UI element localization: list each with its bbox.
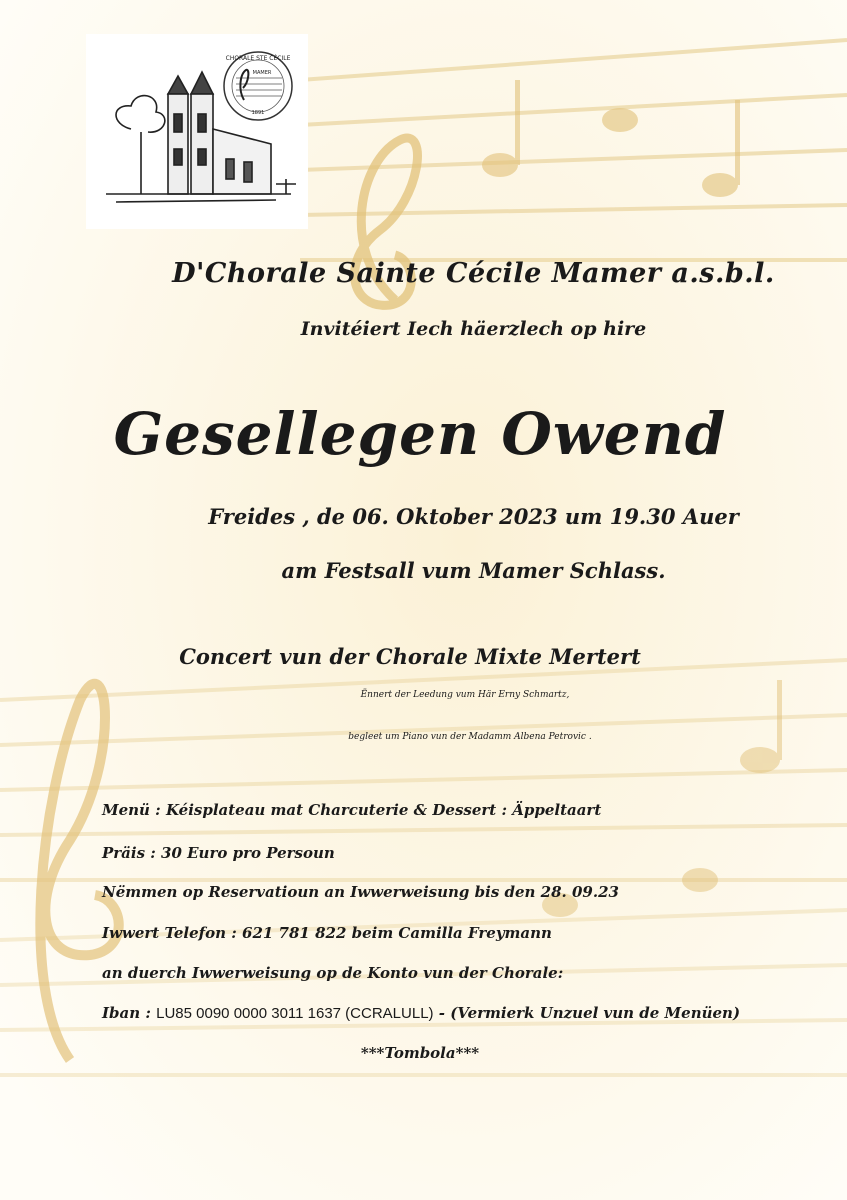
iban-label: Iban : (102, 1004, 151, 1022)
organization-name: D'Chorale Sainte Cécile Mamer a.s.b.l. (172, 258, 775, 289)
svg-text:CHORALE STE CÉCILE: CHORALE STE CÉCILE (225, 55, 291, 62)
choir-seal-icon (224, 52, 292, 120)
reservation-line: Nëmmen op Reservatioun an Iwwerweisung bis den 28. 09.23 (102, 883, 619, 901)
piano-accompaniment-line: begleet um Piano vun der Madamm Albena Petrovic . (348, 732, 592, 742)
event-venue: am Festsall vum Mamer Schlass. (281, 558, 666, 583)
tombola-note: ***Tombola*** (360, 1044, 480, 1062)
svg-text:1891: 1891 (251, 110, 265, 116)
iban-line (102, 1004, 740, 1022)
iban-note: - (Vermierk Unzuel vun de Menüen) (438, 1004, 741, 1022)
svg-text:MAMER: MAMER (252, 70, 272, 76)
concert-line: Concert vun der Chorale Mixte Mertert (179, 644, 641, 669)
event-date: Freides , de 06. Oktober 2023 um 19.30 Auer (208, 504, 739, 529)
conductor-line: Ënnert der Leedung vum Här Erny Schmartz, (360, 690, 570, 700)
price-line: Präis : 30 Euro pro Persoun (102, 844, 335, 862)
invitation-text: Invitéiert Iech häerzlech op hire (300, 318, 647, 340)
menu-line: Menü : Kéisplateau mat Charcuterie & Dessert : Äppeltaart (102, 801, 602, 819)
phone-line: Iwwert Telefon : 621 781 822 beim Camilla Freymann (102, 924, 552, 942)
choir-logo (86, 34, 308, 229)
church-drawing-icon (86, 34, 308, 229)
event-title: Gesellegen Owend (113, 400, 727, 468)
iban-value: LU85 0090 0000 3011 1637 (CCRALULL) (156, 1005, 434, 1022)
bank-transfer-line: an duerch Iwwerweisung op de Konto vun der Chorale: (102, 964, 564, 982)
